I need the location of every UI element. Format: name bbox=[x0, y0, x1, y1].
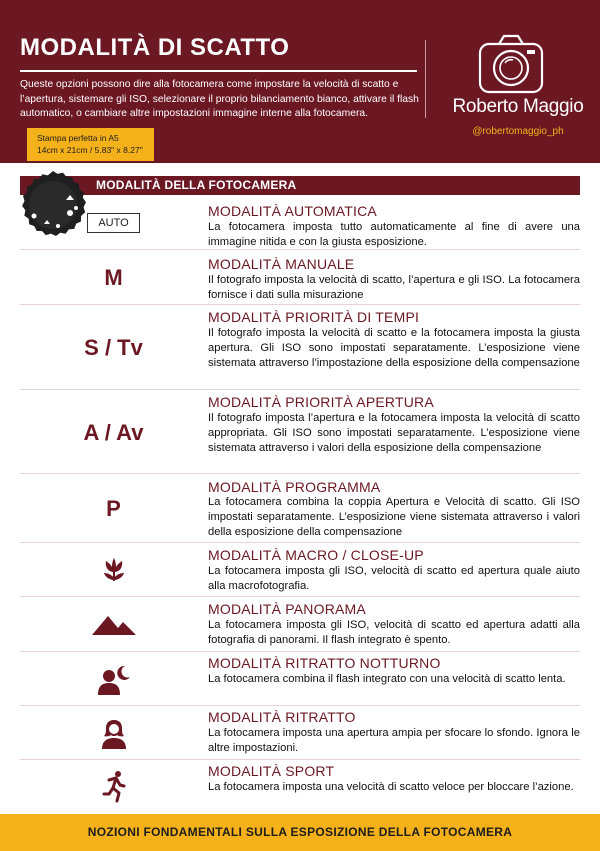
mountain-icon bbox=[92, 613, 136, 637]
mode-description: Il fotografo imposta la velocità di scatto, l’apertura e gli ISO. La fotocamera fornisce i dati sulla misurazione bbox=[208, 274, 580, 301]
mode-row-macro bbox=[20, 544, 580, 597]
section-title: MODALITÀ DELLA FOTOCAMERA bbox=[96, 178, 297, 192]
mode-row-night-portrait bbox=[20, 653, 580, 706]
title-underline bbox=[20, 70, 417, 72]
mode-symbol: M bbox=[104, 265, 123, 290]
mode-symbol: P bbox=[106, 496, 121, 521]
mode-description: La fotocamera imposta tutto automaticamente al fine di avere una immagine nitida e con la giusta esposizione. bbox=[208, 221, 580, 248]
mode-description: La fotocamera imposta una apertura ampia per sfocare lo sfondo. Ignora le altre impostazioni. bbox=[208, 727, 580, 754]
brand-name: Roberto Maggio bbox=[452, 96, 584, 117]
flower-icon bbox=[99, 556, 129, 586]
mode-description: Il fotografo imposta l’apertura e la fotocamera imposta la velocità di scatto appropriata. Gli ISO sono impostati separatamente. L’esposizione viene sistemata attraverso i valori della esposizione della compensazione bbox=[208, 412, 580, 454]
camera-logo-icon bbox=[477, 32, 545, 98]
brand-handle: @robertomaggio_ph bbox=[472, 126, 564, 137]
mode-title: MODALITÀ RITRATTO bbox=[208, 709, 356, 725]
mode-description: Il fotografo imposta la velocità di scatto e la fotocamera imposta la giusta apertura. Gli ISO sono impostati separatamente. L’esposizione viene sistemata attraverso l’impostazione della esposizione della compensazione bbox=[208, 327, 580, 369]
mode-row-landscape bbox=[20, 598, 580, 652]
intro-text: Queste opzioni possono dire alla fotocamera come impostare la velocità di scatto e l’apertura, sistemare gli ISO, selezionare il proprio bilanciamento bianco, attivare il flash automatico, o cambiare altre impostazioni immagine interne alla fotocamera. bbox=[20, 79, 419, 119]
print-size-dimensions: 14cm x 21cm / 5.83" x 8.27" bbox=[37, 145, 143, 155]
mode-title: MODALITÀ MANUALE bbox=[208, 256, 355, 272]
mode-row-aperture-priority bbox=[20, 391, 580, 474]
runner-icon bbox=[101, 770, 127, 804]
mode-description: La fotocamera combina il flash integrato con una velocità di scatto lenta. bbox=[208, 673, 566, 685]
mode-symbol: S / Tv bbox=[84, 335, 143, 360]
mode-row-auto bbox=[20, 196, 580, 250]
mode-description: La fotocamera imposta gli ISO, velocità di scatto ed apertura adatti alla fotografia di panorami. Il flash integrato è spento. bbox=[208, 619, 580, 646]
mode-description: La fotocamera imposta gli ISO, velocità di scatto ed apertura quale aiuto alla macrofotografia. bbox=[208, 565, 580, 592]
mode-symbol: A / Av bbox=[83, 419, 144, 445]
print-size-label: Stampa perfetta in A5 bbox=[37, 133, 119, 143]
mode-title: MODALITÀ AUTOMATICA bbox=[208, 203, 377, 219]
mode-title: MODALITÀ PANORAMA bbox=[208, 601, 366, 617]
mode-row-program bbox=[20, 475, 580, 543]
mode-title: MODALITÀ RITRATTO NOTTURNO bbox=[208, 655, 441, 671]
mode-title: MODALITÀ PROGRAMMA bbox=[208, 479, 381, 495]
mode-description: La fotocamera imposta una velocità di scatto veloce per bloccare l’azione. bbox=[208, 781, 574, 793]
page-title: MODALITÀ DI SCATTO bbox=[20, 34, 290, 61]
footer-banner bbox=[0, 814, 600, 851]
mode-description: La fotocamera combina la coppia Apertura e Velocità di scatto. Gli ISO impostati separatamente. L’esposizione viene sistemata attraverso i valori della esposizione della compensazione bbox=[208, 496, 580, 538]
mode-title: MODALITÀ SPORT bbox=[208, 763, 335, 779]
footer-title: NOZIONI FONDAMENTALI SULLA ESPOSIZIONE DELLA FOTOCAMERA bbox=[87, 825, 513, 839]
section-header bbox=[20, 176, 580, 195]
mode-row-manual bbox=[20, 251, 580, 305]
mode-title: MODALITÀ PRIORITÀ DI TEMPI bbox=[208, 309, 420, 325]
mode-row-portrait bbox=[20, 707, 580, 760]
print-size-badge bbox=[27, 128, 154, 161]
mode-row-shutter-priority bbox=[20, 306, 580, 390]
mode-row-sport bbox=[20, 761, 580, 813]
header-banner bbox=[0, 0, 600, 163]
header-divider bbox=[425, 40, 426, 118]
mode-title: MODALITÀ PRIORITÀ APERTURA bbox=[208, 394, 434, 410]
night-portrait-icon bbox=[97, 664, 131, 696]
auto-mode-badge: AUTO bbox=[87, 213, 139, 233]
portrait-icon bbox=[101, 718, 127, 750]
mode-title: MODALITÀ MACRO / CLOSE-UP bbox=[208, 547, 424, 563]
